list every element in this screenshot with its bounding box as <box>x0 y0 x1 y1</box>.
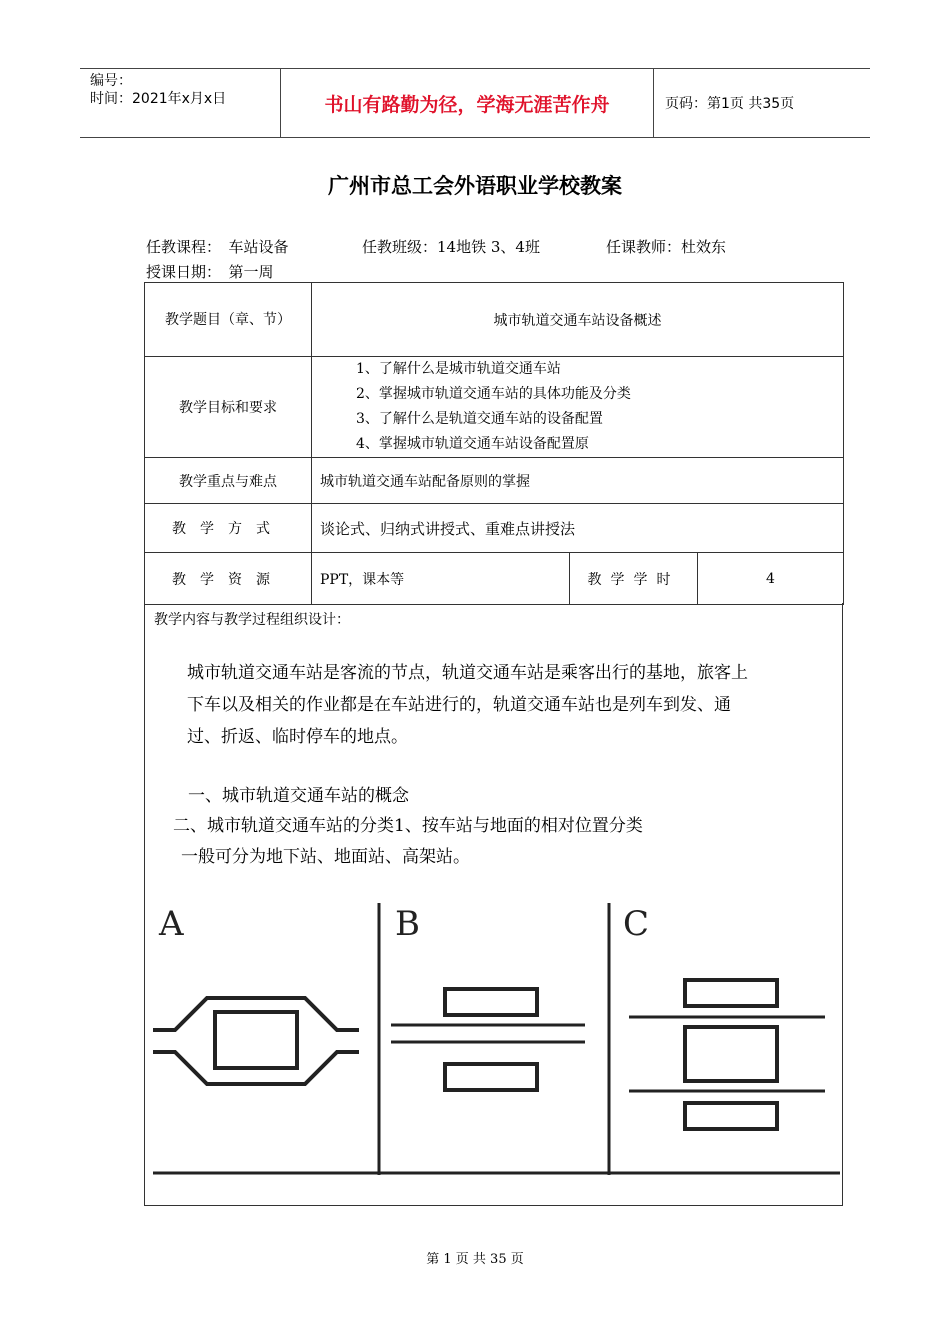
elevated-box-bottom <box>685 1103 777 1129</box>
info-class: 任教班级：14地铁 3、4班 <box>362 238 540 256</box>
lesson-table <box>144 282 844 605</box>
page-footer: 第 1 页 共 35 页 <box>426 1252 524 1267</box>
table-row <box>145 357 844 458</box>
goal-item: 2、掌握城市轨道交通车站的具体功能及分类 <box>356 386 631 402</box>
hours-label: 教学学时 <box>570 553 698 605</box>
ground-platform-upper <box>445 989 537 1015</box>
station-type-diagram <box>145 895 841 1195</box>
section-heading: 一、城市轨道交通车站的概念 <box>188 786 409 806</box>
diagram-label-c: C <box>623 904 650 944</box>
topic-label: 教学题目（章、节） <box>145 283 312 357</box>
document-header <box>80 68 870 138</box>
ground-platform-lower <box>445 1064 537 1090</box>
time-label: 时间：2021年x月x日 <box>90 91 227 107</box>
diagram-label-a: A <box>159 904 184 944</box>
resource-label: 教学资源 <box>145 553 312 605</box>
table-row <box>145 283 844 357</box>
topic-value: 城市轨道交通车站设备概述 <box>312 283 844 357</box>
underground-station-box <box>215 1012 297 1068</box>
elevated-box-top <box>685 980 777 1006</box>
table-row <box>145 553 844 605</box>
goals-list <box>312 357 844 458</box>
info-course: 任教课程： 车站设备 <box>146 238 289 256</box>
motto: 书山有路勤为径，学海无涯苦作舟 <box>280 69 654 137</box>
goals-label: 教学目标和要求 <box>145 357 312 458</box>
para-line: 过、折返、临时停车的地点。 <box>187 727 408 747</box>
para-line: 城市轨道交通车站是客流的节点，轨道交通车站是乘客出行的基地，旅客上 <box>187 663 748 683</box>
page-title: 广州市总工会外语职业学校教案 <box>328 174 622 198</box>
header-meta <box>90 72 226 108</box>
goal-item: 3、了解什么是轨道交通车站的设备配置 <box>356 411 603 427</box>
method-label: 教学方式 <box>145 504 312 553</box>
key-label: 教学重点与难点 <box>145 458 312 504</box>
info-teacher: 任课教师：杜效东 <box>606 238 727 256</box>
section-text: 一般可分为地下站、地面站、高架站。 <box>181 847 470 867</box>
table-row <box>145 458 844 504</box>
content-heading: 教学内容与教学过程组织设计： <box>154 612 350 628</box>
number-label: 编号： <box>90 73 132 89</box>
info-date: 授课日期： 第一周 <box>146 263 274 281</box>
section-heading: 二、城市轨道交通车站的分类1、按车站与地面的相对位置分类 <box>173 816 643 836</box>
page-info: 页码：第1页 共35页 <box>665 96 795 112</box>
goal-item: 4、掌握城市轨道交通车站设备配置原 <box>356 436 589 452</box>
method-value: 谈论式、归纳式讲授式、重难点讲授法 <box>312 504 844 553</box>
para-line: 下车以及相关的作业都是在车站进行的，轨道交通车站也是列车到发、通 <box>187 695 731 715</box>
diagram-label-b: B <box>395 904 420 944</box>
resource-value: PPT，课本等 <box>312 553 570 605</box>
table-row <box>145 504 844 553</box>
key-value: 城市轨道交通车站配备原则的掌握 <box>312 458 844 504</box>
hours-value: 4 <box>698 553 844 605</box>
goal-item: 1、了解什么是城市轨道交通车站 <box>356 361 561 377</box>
elevated-station-box <box>685 1027 777 1081</box>
